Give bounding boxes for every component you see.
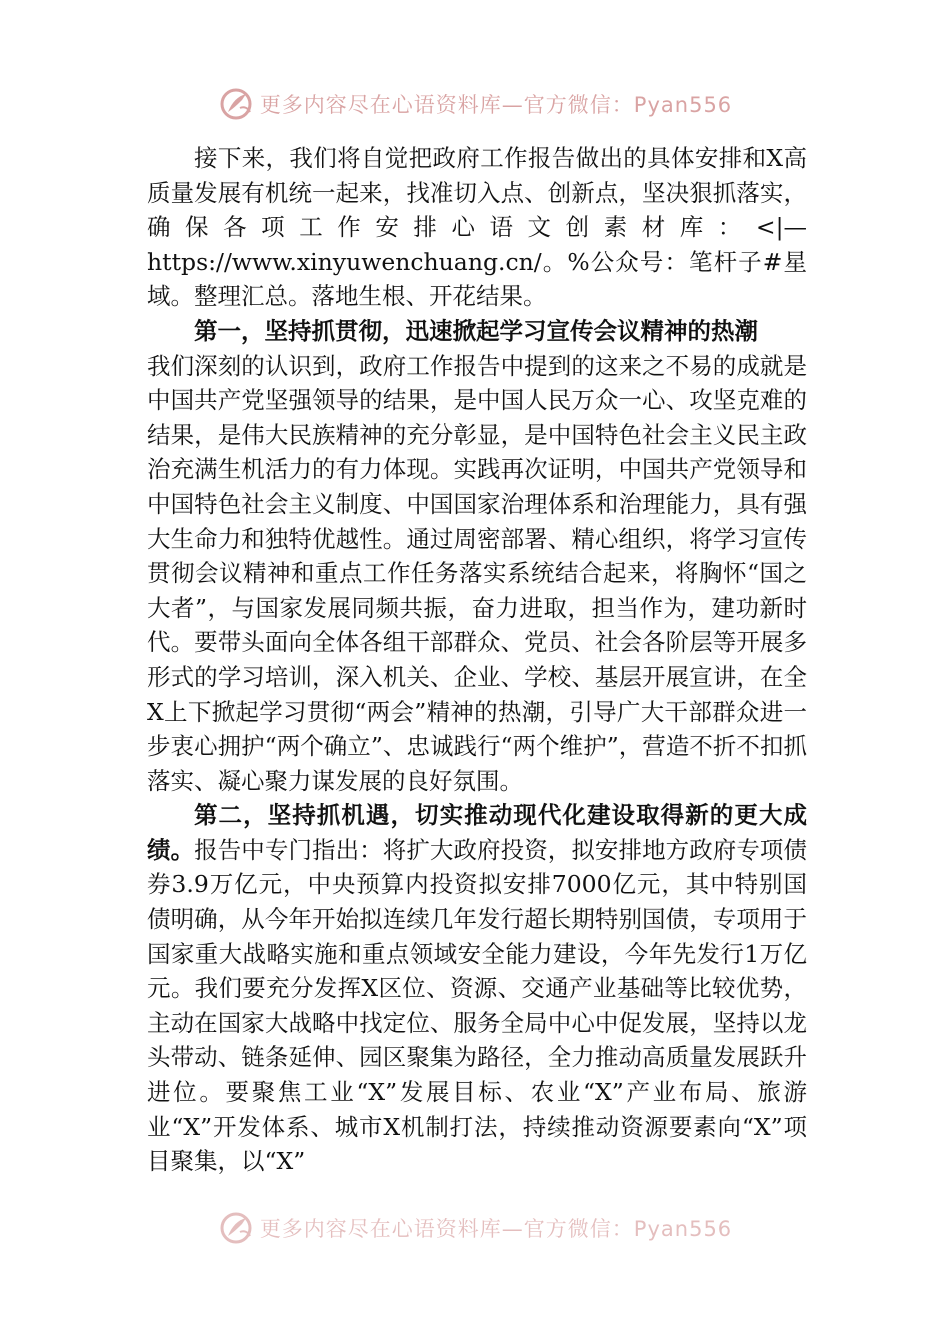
- section2-body: 报告中专门指出：将扩大政府投资，拟安排地方政府专项债券3.9万亿元，中央预算内投资拟安排7000亿元，其中特别国债明确，从今年开始拟连续几年发行超长期特别国债，专项用于国家重大战略实施和重点领域安全能力建设，今年先发行1万亿元。我们要充分发挥X区位、资源、交通产业基础等比较优势，主动在国家大战略中找定位、服务全局中心中促发展，坚持以龙头带动、链条延伸、园区聚集为路径，全力推动高质量发展跃升进位。要聚焦工业“X”发展目标、农业“X”产业布局、旅游业“X”开发体系、城市X机制打法，持续推动资源要素向“X”项目聚集，以“X”: [147, 835, 808, 1176]
- section1-body: 我们深刻的认识到，政府工作报告中提到的这来之不易的成就是中国共产党坚强领导的结果，是中国人民万众一心、攻坚克难的结果，是伟大民族精神的充分彰显，是中国特色社会主义民主政治充满生机活力的有力体现。实践再次证明，中国共产党领导和中国特色社会主义制度、中国国家治理体系和治理能力，具有强大生命力和独特优越性。通过周密部署、精心组织，将学习宣传贯彻会议精神和重点工作任务落实系统结合起来，将胸怀“国之大者”，与国家发展同频共振，奋力进取，担当作为，建功新时代。要带头面向全体各组干部群众、党员、社会各阶层等开展多形式的学习培训，深入机关、企业、学校、基层开展宣讲，在全X上下掀起学习贯彻“两会”精神的热潮，引导广大干部群众进一步衷心拥护“两个确立”、忠诚践行“两个维护”，营造不折不扣抓落实、凝心聚力谋发展的良好氛围。: [147, 351, 807, 795]
- document-body: [147, 141, 807, 1179]
- brush-logo-icon: [218, 86, 254, 122]
- section2-paragraph: [147, 798, 807, 1179]
- watermark-text: 更多内容尽在心语资料库—官方微信：Pyan556: [259, 93, 733, 117]
- brush-logo-icon: [218, 1210, 254, 1246]
- watermark-text: 更多内容尽在心语资料库—官方微信：Pyan556: [259, 1217, 733, 1241]
- intro-paragraph: 接下来，我们将自觉把政府工作报告做出的具体安排和X高质量发展有机统一起来，找准切入点、创新点，坚决狠抓落实，确保各项工作安排心语文创素材库：<|—https://www.xinyuwenchuang.cn/。%公众号：笔杆子#星域。整理汇总。落地生根、开花结果。: [147, 144, 807, 311]
- footer-watermark: [0, 1206, 950, 1250]
- header-watermark: [0, 82, 950, 126]
- section1-heading: 第一，坚持抓贯彻，迅速掀起学习宣传会议精神的热潮: [194, 316, 758, 345]
- section2-heading: 第二，坚持抓机遇，切实推动现代化建设取得新的更大成绩。: [147, 801, 807, 864]
